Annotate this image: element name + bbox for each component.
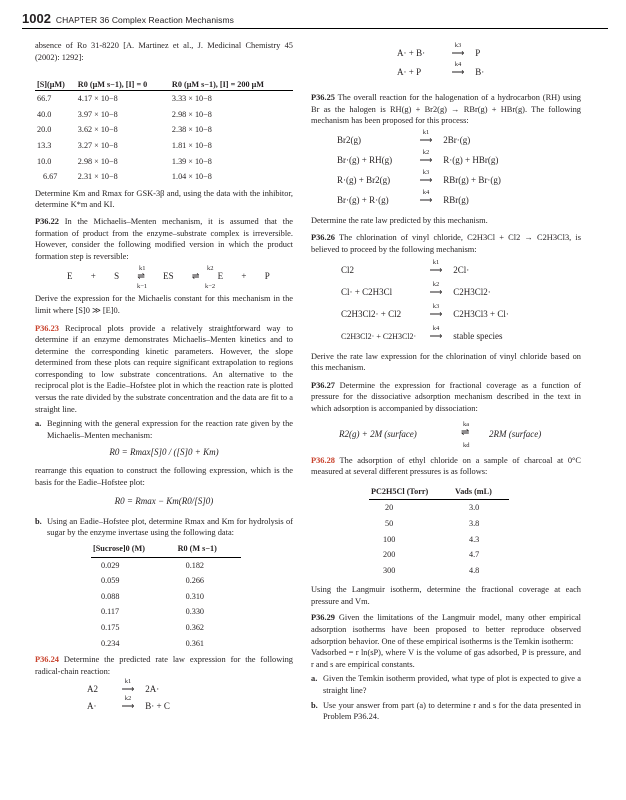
problem-text: The chlorination of vinyl chloride, C2H3Cl + Cl2 → C2H3Cl3, is believed to proceed by the following mechanism: [311,233,582,254]
page-header [22,10,604,26]
rate-constant: k1 [432,258,440,266]
rate-constant: k2 [124,695,132,703]
top-mechanism [397,42,581,86]
problem-label: P36.25 [311,93,335,102]
table-cell: 1.39 × 10−8 [171,156,212,166]
mechanism-step [341,302,581,331]
products: 2RM (surface) [489,428,542,439]
problem-text: The adsorption of ethyl chloride on a sample of charcoal at 0°C measured at several different pressures is as follows: [311,455,581,477]
table-cell: 300 [383,565,396,575]
products: stable species [453,330,503,341]
table-cell: 2.31 × 10−8 [77,172,118,182]
table-header-row [35,66,293,91]
table-cell: 0.361 [185,638,205,648]
equation-text: R0 = Rmax − Km(R0/[S]0) [114,496,214,507]
table-cell: 4.8 [469,565,480,575]
reaction-arrow: k3 ⟶ [443,48,473,60]
table-cell: 0.182 [185,560,205,570]
part-a-after: rearrange this equation to construct the following expression, which is the basis for the Eadie–Hofstee plot: [35,466,293,487]
table-cell: 0.310 [185,591,205,601]
table-row [369,500,509,516]
reactants: C2H3Cl2· + Cl2 [341,308,402,319]
equilibrium-arrow: ⇌ [461,426,470,438]
p25-mechanism [337,128,581,215]
products: B· + C [145,701,170,712]
problem-p36-26 [311,232,581,255]
table-cell: 0.175 [101,622,120,632]
table-cell: 0.059 [101,576,120,586]
p26-mechanism [341,258,581,351]
table-row [35,122,293,138]
reaction-arrow: k4 ⟶ [411,195,441,207]
mechanism-step [397,61,581,86]
table-cell: 0.234 [101,638,120,648]
table-header: [Sucrose]0 (M) [91,541,176,557]
table-cell: 40.0 [37,109,52,119]
table-cell: 200 [383,550,396,560]
problem-text: The overall reaction for the halogenation of a hydrocarbon (RH) using Br as the halogen is RH(g) + Br2(g) → RBr(g) + HBr(g). The following mechanism has been proposed for this process: [311,93,581,126]
table-cell: 0.362 [185,622,205,632]
p26-after-text: Derive the rate law expression for the chlorination of vinyl chloride based on this mechanism. [311,351,581,373]
part-b [311,700,581,723]
problem-p36-29 [311,612,581,647]
table-cell: 1.81 × 10−8 [171,140,212,150]
part-label: b. [311,700,318,710]
after-table-text: Determine Km and Rmax for GSK-3β and, using the data with the inhibitor, determine K*m and KI. [35,188,293,210]
mechanism-step [397,42,581,67]
table-row [35,138,293,154]
mechanism-equation [35,264,293,290]
rate-constant: k3 [454,42,462,49]
table-cell: 3.0 [469,503,480,513]
reactants: R·(g) + Br2(g) [337,174,391,185]
table-cell: 3.62 × 10−8 [77,125,118,135]
table-cell: 0.330 [185,607,205,617]
reaction-arrow: k1 ⟶ [113,684,143,696]
table-header: [S](μM) [35,66,76,91]
table-cell: 0.117 [101,607,120,617]
inhibitor-table [35,66,293,185]
table-row [35,91,293,107]
equation-eh [35,496,293,508]
mechanism-step [337,128,581,155]
problem-text: Determine the predicted rate law expression for the following radical-chain reaction: [35,655,293,676]
table-cell: 20 [385,503,394,513]
problem-text: Given the limitations of the Langmuir model, many other empirical adsorption isotherms have been proposed to better reproduce observed adsorption behavior. One of these empirical isotherms is the Temkin isotherm: [311,613,582,646]
table-cell: 66.7 [37,94,52,104]
rate-constant: k3 [432,302,440,310]
part-text: Use your answer from part (a) to determine r and s for the data presented in Problem P36.24. [323,700,581,722]
rate-constant: k−1 [137,283,148,291]
reactants: A· + P [397,67,422,77]
rate-constant: k−2 [205,283,216,291]
mechanism-step [341,280,581,309]
problem-p36-22 [35,216,293,262]
table-header: R0 (M s−1) [176,541,241,557]
reactants: Br·(g) + R·(g) [337,194,389,205]
rate-constant: kd [463,441,470,449]
table-cell: 4.17 × 10−8 [77,94,118,104]
table-cell: 0.266 [185,576,205,586]
mechanism-step [87,695,293,718]
p24-mechanism [87,678,293,718]
reaction-arrow: k2 ⟶ [113,701,143,713]
table-row [35,107,293,123]
table-header: R0 (μM s−1), [I] = 200 μM [170,66,293,91]
problem-p36-28 [311,455,581,478]
problem-label: P36.23 [35,323,59,333]
problem-label: P36.28 [311,455,335,465]
part-label: b. [35,516,42,526]
products: 2A· [145,684,160,695]
table-header: PC2H5Cl (Torr) [369,484,453,500]
table-cell: 3.8 [469,518,480,528]
part-label: a. [311,674,318,684]
reactants: Br·(g) + RH(g) [337,154,393,165]
products: C2H3Cl3 + Cl· [453,308,509,319]
table-cell: 10.0 [37,156,52,166]
rate-constant: ka [463,420,470,428]
table-header-row [91,541,241,557]
problem-p36-27 [311,380,581,415]
part-text: Beginning with the general expression for the reaction rate given by the Michaelis–Menten mechanism: [47,419,293,440]
reaction-arrow: k2 ⟶ [411,155,441,167]
products: B· [475,67,485,77]
problem-p36-25 [311,92,581,127]
reactants: Br2(g) [337,134,361,145]
table-cell: 1.04 × 10−8 [171,172,212,182]
part-text: Using an Eadie–Hofstee plot, determine Rmax and Km for hydrolysis of sugar by the enzyme invertase using the following data: [47,516,293,538]
problem-text: Determine the expression for fractional coverage as a function of pressure for the dissociative adsorption mechanism described in the text in which adsorption is accompanied by dissociation: [311,380,582,413]
problem-text: Reciprocal plots provide a relatively straightforward way to determine if an enzyme demonstrates Michaelis–Menten kinetics and to determine the corresponding kinetic parameters. However, the slope determined from these plots can require significant extrapolation to regions corresponding to low substrate concentrations. An alternative to the reciprocal plot is the Eadie–Hofstee plot in which the reaction rate is plotted versus the rate divided by the substrate concentration and the data are fit to a straight line. [35,323,293,414]
problem-label: P36.24 [35,655,59,665]
table-cell: 3.33 × 10−8 [171,94,212,104]
p25-after-text: Determine the rate law predicted by this mechanism. [311,215,488,225]
mechanism-step [341,258,581,287]
table-cell: 4.7 [469,550,480,560]
adsorption-equation [339,420,581,449]
table-header-row [369,484,509,500]
part-a [311,673,581,696]
intro-text: absence of Ro 31-8220 [A. Martinez et al., J. Medicinal Chemistry 45 (2002): 1292]: [35,41,293,62]
reaction-arrow: k3 ⟶ [421,309,451,321]
table-header: R0 (μM s−1), [I] = 0 [76,66,170,91]
part-a [35,418,293,441]
equation-text: R0 = Rmax[S]0 / ([S]0 + Km) [109,447,219,458]
reactants: Cl2 [341,264,355,275]
chapter-title: CHAPTER 36 Complex Reaction Mechanisms [55,15,235,25]
table-cell: 50 [385,518,394,528]
rate-constant: k1 [124,678,132,686]
part-label: a. [35,419,42,429]
products: RBr(g) [443,194,469,205]
table-row [91,636,241,652]
rate-constant: k2 [432,280,440,288]
header-rule [22,28,608,29]
part-b [35,516,293,539]
table-cell: 2.98 × 10−8 [77,156,118,166]
table-row [91,604,241,620]
right-column [311,42,582,723]
table-cell: 3.97 × 10−8 [77,109,118,119]
table-cell: 100 [383,534,396,544]
left-column [35,40,293,718]
reactants: A· + B· [397,48,426,58]
table-row [369,563,509,579]
reaction-arrow: k3 ⟶ [411,175,441,187]
equation-mm [35,447,293,459]
table-cell: 4.3 [469,534,480,544]
problem-text: In the Michaelis–Menten mechanism, it is assumed that the formation of product from the enzyme–substrate complex is irreversible. However, consider the following modified version in which the product formation step is reversible: [35,216,294,261]
rate-constant: k4 [432,324,440,332]
table-row [35,169,293,185]
problem-label: P36.22 [35,216,59,226]
table-cell: 3.27 × 10−8 [77,140,118,150]
problem-p36-23 [35,323,293,416]
problem-label: P36.29 [311,613,335,623]
problem-p36-24 [35,654,293,677]
rate-constant: k2 [207,265,214,273]
page-number: 1002 [22,11,51,26]
table-cell: 6.67 [43,172,58,182]
rate-constant: k2 [422,148,430,156]
products: R·(g) + HBr(g) [443,154,499,165]
products: 2Br·(g) [443,134,471,145]
table-cell: 0.088 [101,591,120,601]
table-row [369,516,509,532]
reactants: A2 [87,684,98,695]
rate-constant: k3 [422,168,430,176]
table-cell: 2.98 × 10−8 [171,109,212,119]
adsorption-table [369,484,509,579]
table-header: Vads (mL) [453,484,509,500]
reactants: Cl· + C2H3Cl [341,286,393,297]
problem-label: P36.26 [311,233,335,243]
rate-constant: k4 [422,188,430,196]
products: P [475,48,481,58]
table-row [91,620,241,636]
temkin-equation: Vadsorbed = r ln(sP), where V is the volume of gas adsorbed, P is pressure, and r and s are empirical constants. [311,648,581,669]
table-row [91,557,241,573]
reactants: A· [87,701,97,712]
table-cell: 20.0 [37,125,52,135]
mechanism-step [341,324,581,351]
table-row [91,573,241,589]
rate-constant: k1 [422,128,430,136]
reaction-arrow: k1 ⟶ [411,135,441,147]
reactants: C2H3Cl2· + C2H3Cl2· [341,331,417,341]
table-cell: 13.3 [37,140,52,150]
p22-after-text: Derive the expression for the Michaelis constant for this mechanism in the limit where [S]0 ≫ [E]0. [35,294,293,315]
table-row [35,154,293,170]
reaction-arrow: k2 ⟶ [421,287,451,299]
table-cell: 0.029 [101,560,120,570]
table-cell: 2.38 × 10−8 [171,125,212,135]
reactants: R2(g) + 2M (surface) [339,428,417,439]
rate-constant: k1 [139,265,146,273]
products: C2H3Cl2· [453,286,491,297]
mechanism-step [337,168,581,195]
part-text: Given the Temkin isotherm provided, what type of plot is expected to give a straight line? [323,674,581,696]
mechanism-step [337,148,581,175]
mechanism-step [337,188,581,215]
mechanism-text: E + S ⇌ ES ⇌ E + P [67,271,270,282]
sucrose-table [91,541,241,651]
rate-constant: k4 [454,61,462,68]
p28-after-text: Using the Langmuir isotherm, determine the fractional coverage at each pressure and Vm. [311,585,581,606]
table-row [91,589,241,605]
products: RBr(g) + Br·(g) [443,174,501,185]
reaction-arrow: k4 ⟶ [421,331,451,343]
problem-label: P36.27 [311,380,335,390]
reaction-arrow: k4 ⟶ [443,67,473,79]
table-row [369,547,509,563]
reaction-arrow: k1 ⟶ [421,265,451,277]
products: 2Cl· [453,264,470,275]
table-row [369,532,509,548]
